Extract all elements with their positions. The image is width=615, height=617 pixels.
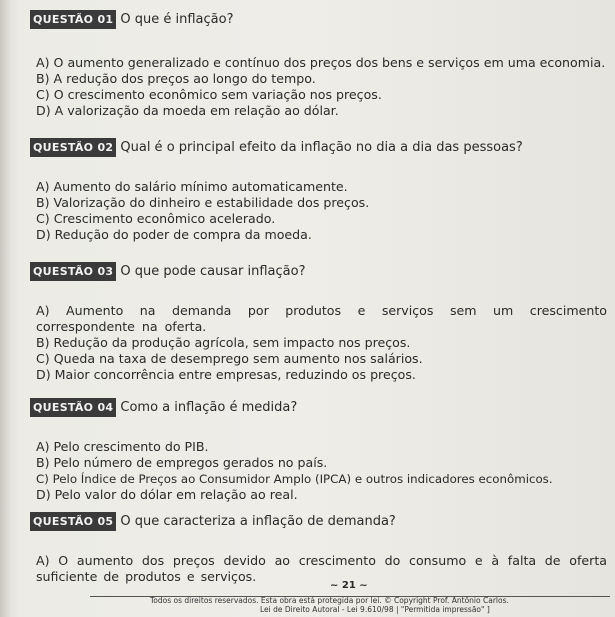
option-a: A) Pelo crescimento do PIB. (36, 439, 209, 454)
option-b: B) Valorização do dinheiro e estabilidade dos preços. (36, 195, 370, 210)
question-1 (30, 10, 607, 119)
copyright-notice (150, 596, 509, 614)
option-d: D) Redução do poder de compra da moeda. (36, 227, 312, 242)
question-header (30, 262, 607, 281)
question-text: O que pode causar inflação? (120, 264, 306, 279)
option-a: A) O aumento dos preços devido ao crescimento do consumo e à falta de oferta suficiente de produtos e serviços. (36, 553, 607, 584)
option-b: B) A redução dos preços ao longo do tempo. (36, 71, 316, 86)
copyright-line-2: Lei de Direito Autoral - Lei 9.610/98 | "Permitida impressão" ] (260, 605, 490, 614)
question-tag: QUESTÃO 03 (30, 262, 116, 281)
question-text: O que é inflação? (120, 12, 234, 27)
question-tag: QUESTÃO 05 (30, 512, 116, 531)
question-header (30, 10, 607, 29)
question-tag: QUESTÃO 02 (30, 138, 116, 157)
question-tag: QUESTÃO 01 (30, 10, 116, 29)
question-2 (30, 138, 607, 243)
question-header (30, 138, 607, 157)
option-c: C) Queda na taxa de desemprego sem aumento nos salários. (36, 351, 423, 366)
page-number: ~ 21 ~ (330, 580, 368, 591)
question-header (30, 512, 607, 531)
option-c: C) Pelo Índice de Preços ao Consumidor Amplo (IPCA) e outros indicadores econômicos. (36, 472, 553, 486)
option-b: B) Redução da produção agrícola, sem impacto nos preços. (36, 335, 411, 350)
question-tag: QUESTÃO 04 (30, 398, 116, 417)
binding-shadow (0, 0, 10, 617)
question-5 (30, 512, 607, 585)
question-text: Qual é o principal efeito da inflação no dia a dia das pessoas? (120, 140, 523, 155)
question-text: Como a inflação é medida? (120, 400, 298, 415)
question-4 (30, 398, 607, 503)
option-b: B) Pelo número de empregos gerados no país. (36, 455, 328, 470)
option-d: D) Maior concorrência entre empresas, reduzindo os preços. (36, 367, 416, 382)
option-d: D) Pelo valor do dólar em relação ao real. (36, 487, 298, 502)
option-c: C) O crescimento econômico sem variação nos preços. (36, 87, 382, 102)
question-header (30, 398, 607, 417)
option-a: A) O aumento generalizado e contínuo dos preços dos bens e serviços em uma economia. (36, 55, 606, 70)
option-c: C) Crescimento econômico acelerado. (36, 211, 276, 226)
question-text: O que caracteriza a inflação de demanda? (120, 514, 396, 529)
option-a: A) Aumento na demanda por produtos e serviços sem um crescimento correspondente na oferta. (36, 303, 607, 334)
option-d: D) A valorização da moeda em relação ao dólar. (36, 103, 339, 118)
copyright-line-1: Todos os direitos reservados. Esta obra está protegida por lei. © Copyright Prof. Antônio Carlos. (150, 596, 509, 605)
question-3 (30, 262, 607, 383)
option-a: A) Aumento do salário mínimo automaticamente. (36, 179, 348, 194)
